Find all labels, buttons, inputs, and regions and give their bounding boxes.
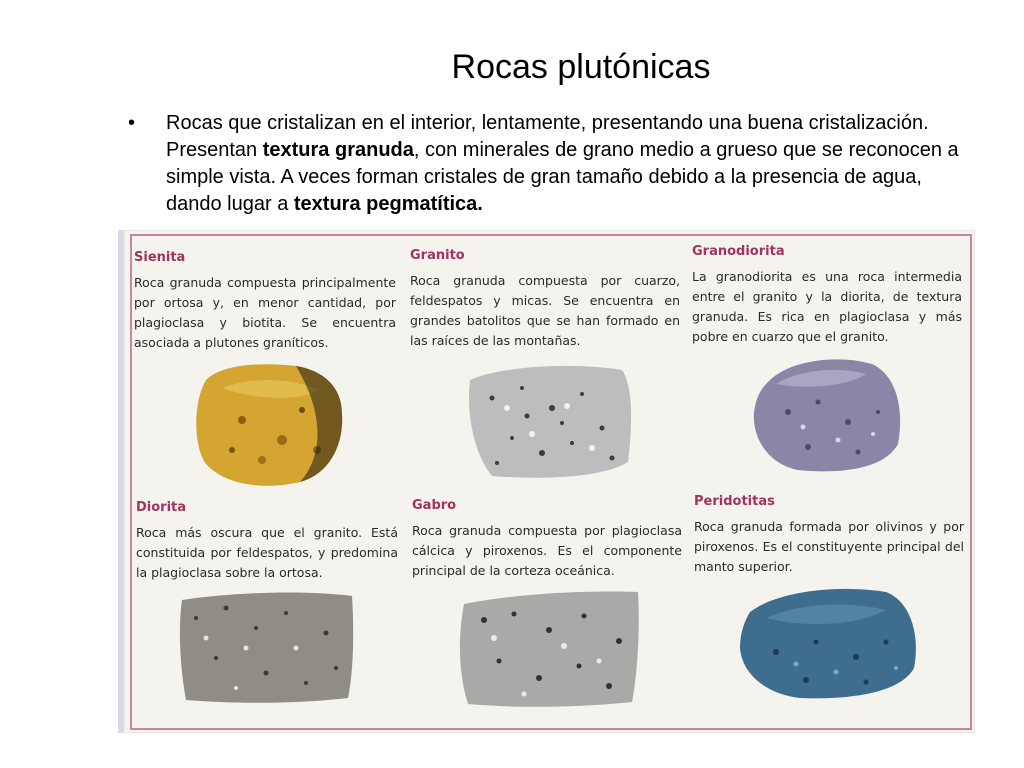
rock-description-granodiorita: La granodiorita es una roca intermedia entre el granito y la diorita, de textura granuda. Es rica en plagioclasa y más pobre en cuarzo que el granito. — [692, 269, 962, 344]
bullet-bold-textura-pegmatitica: textura pegmatítica. — [293, 193, 483, 215]
peridotitas-rock-image — [736, 582, 922, 702]
rock-card-sienita — [134, 250, 396, 353]
rock-description-sienita: Roca granuda compuesta principalmente por ortosa y, en menor cantidad, por plagioclasa y biotita. Se encuentra asociada a plutones graníticos. — [134, 275, 396, 350]
diorita-rock-image — [176, 588, 358, 708]
sienita-rock-image — [192, 360, 346, 488]
rock-name-sienita: Sienita — [134, 250, 186, 265]
rock-name-diorita: Diorita — [136, 500, 187, 515]
granodiorita-rock-image — [748, 352, 906, 476]
bullet-marker: • — [128, 112, 136, 134]
bullet-text — [166, 110, 966, 218]
rock-card-gabro — [412, 498, 682, 581]
rock-card-peridotitas — [694, 494, 964, 577]
rock-card-granodiorita — [692, 244, 962, 347]
bullet-text-part-1: Rocas que cristalizan en el interior, lentamente, presentando una buena cristalización. Presentan — [166, 112, 929, 161]
rock-name-peridotitas: Peridotitas — [694, 494, 775, 509]
rock-description-diorita: Roca más oscura que el granito. Está constituida por feldespatos, y predomina la plagioclasa sobre la ortosa. — [136, 525, 398, 580]
rock-card-granito — [410, 248, 680, 351]
rock-description-gabro: Roca granuda compuesta por plagioclasa cálcica y piroxenos. Es el componente principal de la corteza oceánica. — [412, 523, 682, 578]
gabro-rock-image — [454, 586, 644, 710]
slide-title: Rocas plutónicas — [451, 48, 711, 86]
rock-name-granodiorita: Granodiorita — [692, 244, 785, 259]
rock-name-granito: Granito — [410, 248, 465, 263]
bullet-text-part-2: , con minerales de grano medio a grueso que se reconocen a simple vista. A veces forman cristales de gran tamaño debido a la presencia de agua, dando lugar a — [166, 139, 959, 215]
rock-description-granito: Roca granuda compuesta por cuarzo, feldespatos y micas. Se encuentra en grandes batolitos que se han formado en las raíces de las montañas. — [410, 273, 680, 348]
rock-description-peridotitas: Roca granuda formada por olivinos y por piroxenos. Es el constituyente principal del manto superior. — [694, 519, 964, 574]
textbook-scan — [118, 230, 975, 733]
rock-name-gabro: Gabro — [412, 498, 457, 513]
rock-card-diorita — [136, 500, 398, 583]
bullet-bold-textura-granuda: textura granuda — [262, 139, 414, 161]
granito-rock-image — [462, 358, 638, 482]
